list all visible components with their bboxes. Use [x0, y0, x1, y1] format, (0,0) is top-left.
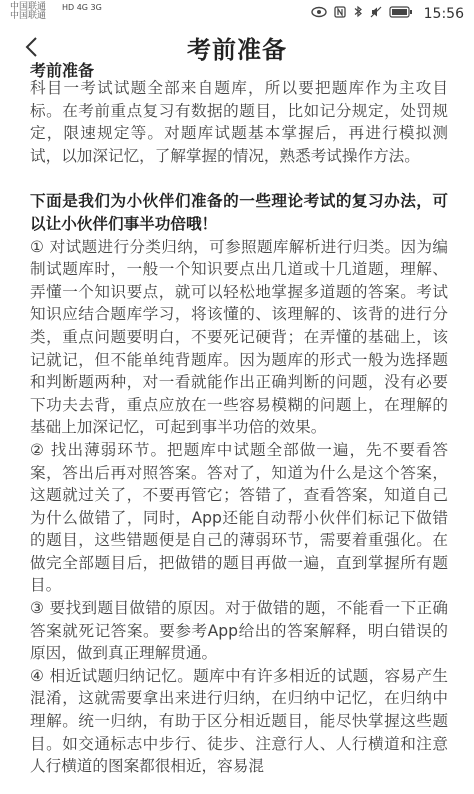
carrier-info: [10, 3, 46, 21]
paragraph-tip-3: ③ 要找到题目做错的原因。对于做错的题，不能看一下正确答案就死记答案。要参考App给出的答案解释，明白错误的原因，做到真正理解贯通。: [30, 599, 448, 663]
paragraph-intro: 科目一考试试题全部来自题库，所以要把题库作为主攻目标。在考前重点复习有数据的题目，比如记分规定，处罚规定，限速规定等。对题库试题基本掌握后，再进行模拟测试，以加深记忆，了解掌握的情况，熟悉考试操作方法。: [30, 79, 448, 165]
carrier-2: 中国联通: [10, 11, 47, 21]
page-title: 考前准备: [187, 35, 287, 64]
article-content[interactable]: [30, 61, 448, 794]
battery-icon: [389, 6, 413, 22]
paragraph-tip-4: ④ 相近试题归纳记忆。题库中有许多相近的试题，容易产生混淆，这就需要拿出来进行归纳，在归纳中记忆，在归纳中理解。统一归纳，有助于区分相近题目，能尽快掌握这些题目。如交通标志中步行、徒步、注意行人、人行横道和注意人行横道的图案都很相近，容易混: [30, 666, 448, 776]
clock: 15:56: [423, 5, 464, 22]
status-icons: [311, 5, 464, 22]
carrier-1: 中国联通: [10, 2, 47, 12]
paragraph-tip-1: ① 对试题进行分类归纳，可参照题库解析进行归类。因为编制试题库时，一般一个知识要点出几道或十几道题，理解、弄懂一个知识要点，就可以轻松地掌握多道题的答案。考试知识应结合题库学习，将该懂的、该理解的、该背的进行分类，重点问题要明白，不要死记硬背；在弄懂的基础上，该记就记，但不能单纯背题库。因为题库的形式一般为选择题和判断题两种，对一看就能作出正确判断的问题，没有必要下功夫去背，重点应放在一些容易模糊的问题上，在理解的基础上加深记忆，可起到事半功倍的效果。: [30, 237, 448, 437]
eye-comfort-icon: [311, 6, 327, 22]
back-button[interactable]: [18, 34, 44, 60]
chevron-left-icon: [24, 36, 38, 58]
bluetooth-icon: [353, 5, 363, 22]
paragraph-tip-2: ② 找出薄弱环节。把题库中试题全部做一遍，先不要看答案，答出后再对照答案。答对了，知道为什么是这个答案，这题就过关了，不要再管它；答错了，查看答案，知道自己为什么做错了，同时，App还能自动帮小伙伴们标记下做错的题目，这些错题便是自己的薄弱环节，需要着重强化。在做完全部题目后，把做错的题目再做一遍，直到掌握所有题目。: [30, 440, 448, 595]
signal-indicators: HD 4G 3G: [62, 3, 102, 12]
status-bar: [0, 0, 474, 24]
section-heading: 考前准备: [30, 61, 95, 80]
paragraph-lead: 下面是我们为小伙伴们准备的一些理论考试的复习办法，可以让小伙伴们事半功倍哦！: [30, 192, 448, 233]
nfc-icon: [334, 6, 346, 22]
mute-icon: [370, 6, 382, 22]
